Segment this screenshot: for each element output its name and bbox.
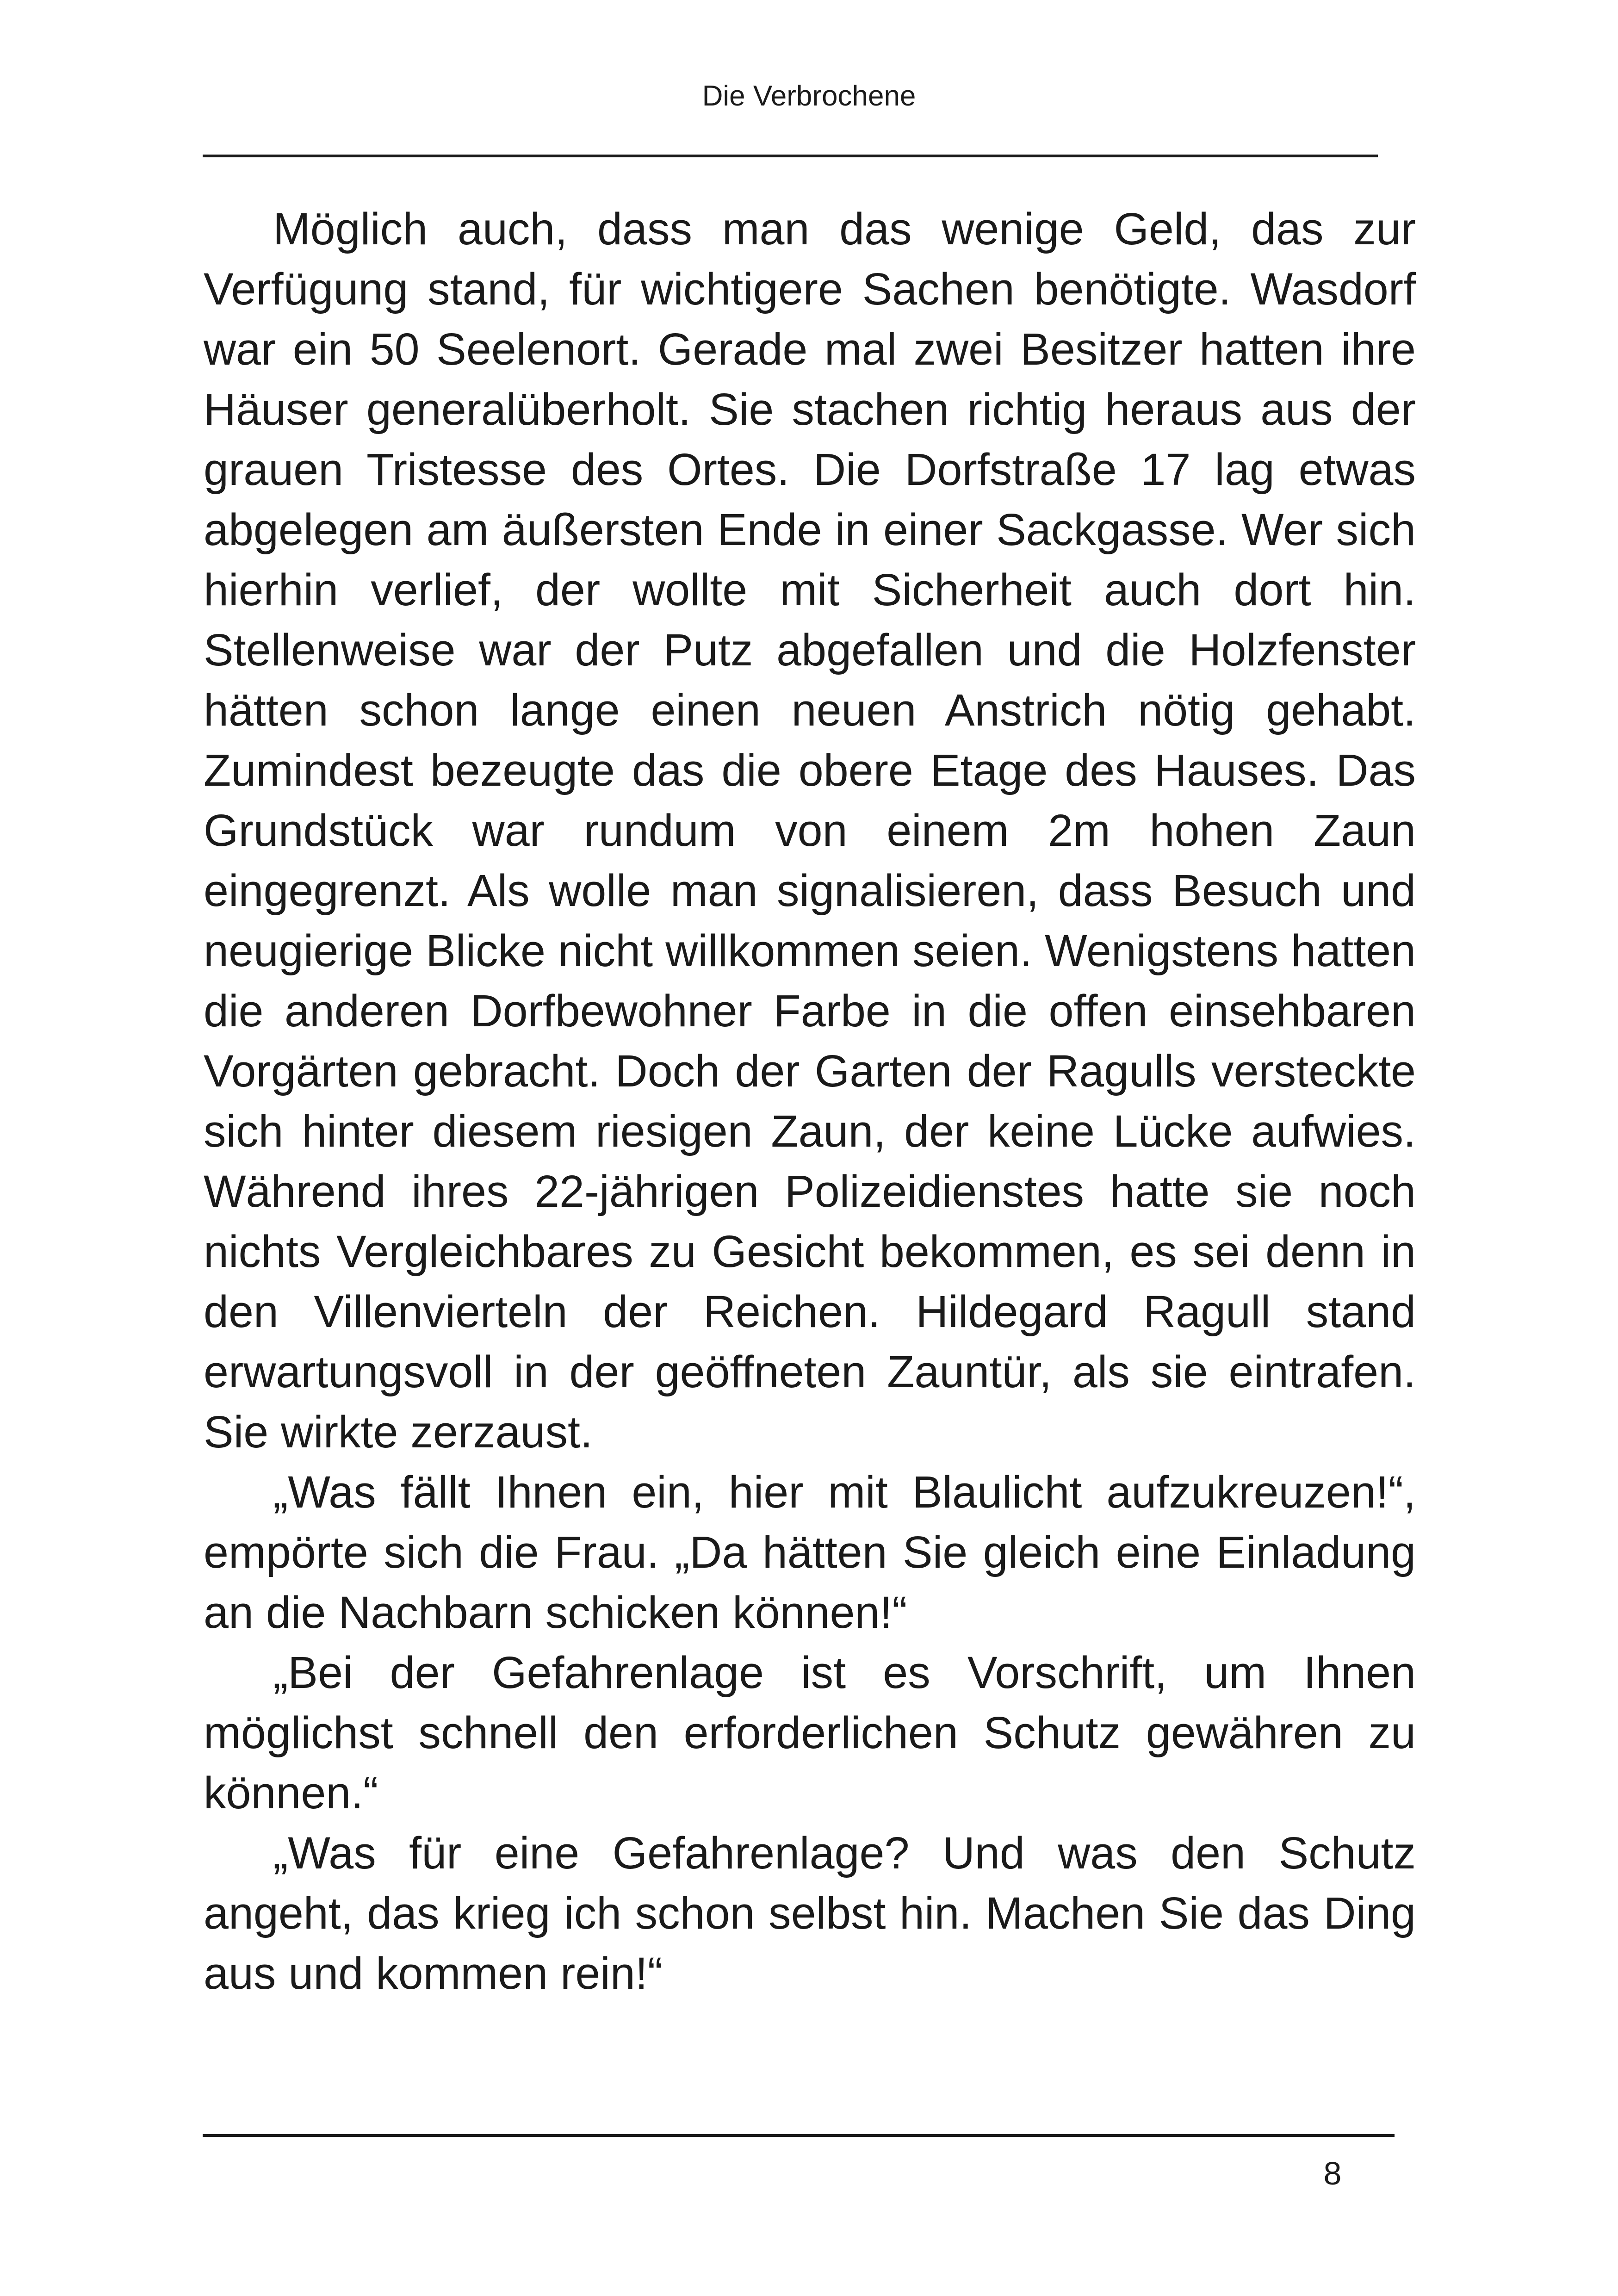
paragraph: „Was fällt Ihnen ein, hier mit Blaulicht aufzukreuzen!“, empörte sich die Frau. „Da hätten Sie gleich eine Einladung an die Nachbarn schicken können!“ bbox=[204, 1467, 1416, 1638]
header-divider bbox=[203, 155, 1378, 157]
page-number: 8 bbox=[1323, 2155, 1342, 2191]
paragraph: „Bei der Gefahrenlage ist es Vorschrift, um Ihnen möglichst schnell den erforderlichen Schutz gewähren zu können.“ bbox=[204, 1647, 1416, 1818]
paragraph: Möglich auch, dass man das wenige Geld, das zur Verfügung stand, für wichtigere Sachen benötigte. Wasdorf war ein 50 Seelenort. Gerade mal zwei Besitzer hatten ihre Häuser generalüberholt. Sie stachen richtig heraus aus der grauen Tristesse des Ortes. Die Dorfstraße 17 lag etwas abgelegen am äußersten Ende in einer Sackgasse. Wer sich hierhin verlief, der wollte mit Sicherheit auch dort hin. Stellenweise war der Putz abgefallen und die Holzfenster hätten schon lange einen neuen Anstrich nötig gehabt. Zumindest bezeugte das die obere Etage des Hauses. Das Grundstück war rundum von einem 2m hohen Zaun eingegrenzt. Als wolle man signalisieren, dass Besuch und neugierige Blicke nicht willkommen seien. Wenigstens hatten die anderen Dorfbewohner Farbe in die offen einsehbaren Vorgärten gebracht. Doch der Garten der Ragulls versteckte sich hinter diesem riesigen Zaun, der keine Lücke aufwies. Während ihres 22-jährigen Polizeidienstes hatte sie noch nichts Vergleichbares zu Gesicht bekommen, es sei denn in den Villenvierteln der Reichen. Hildegard Ragull stand erwartungsvoll in der geöffneten Zauntür, als sie eintrafen. Sie wirkte zerzaust. bbox=[204, 204, 1416, 1457]
paragraph: „Was für eine Gefahrenlage? Und was den Schutz angeht, das krieg ich schon selbst hin. Machen Sie das Ding aus und kommen rein!“ bbox=[204, 1828, 1416, 1998]
footer-divider bbox=[203, 2134, 1395, 2137]
body-text bbox=[204, 199, 1416, 2004]
running-header: Die Verbrochene bbox=[702, 80, 916, 112]
